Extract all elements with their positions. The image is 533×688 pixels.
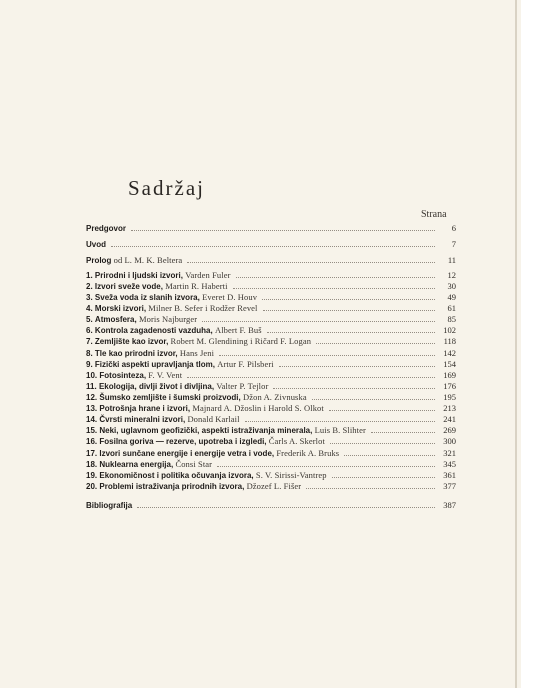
entry-page-number: 142 (443, 348, 456, 358)
entry-title: Problemi istraživanja prirodnih izvora, (99, 482, 245, 491)
entry-number: 12. (86, 393, 98, 402)
dot-leader (312, 391, 435, 400)
entry-title: Ekologija, divlji život i divljina, (98, 382, 215, 391)
toc-entry-bibliografija (86, 499, 456, 510)
toc-entry-10 (86, 369, 456, 380)
toc-entry-predgovor (86, 222, 456, 233)
entry-page-number: 85 (447, 314, 456, 324)
entry-page-number: 11 (447, 255, 456, 265)
entry-number: 9. (86, 360, 93, 369)
entry-author: Frederik A. Bruks (276, 448, 340, 458)
entry-title: Fotosinteza, (99, 371, 147, 380)
entry-number: 15. (86, 426, 98, 435)
entry-author: Džozef L. Fišer (246, 481, 302, 491)
entry-page-number: 213 (443, 403, 456, 413)
entry-author: Albert F. Buš (214, 325, 262, 335)
entry-page-number: 345 (443, 459, 456, 469)
entry-page-number: 30 (447, 281, 456, 291)
toc-entry-1 (86, 269, 456, 280)
entry-author: Milner B. Sefer i Rodžer Revel (148, 303, 258, 313)
entry-number: 13. (86, 404, 98, 413)
toc-entry-15 (86, 424, 456, 435)
toc-entry-7 (86, 335, 456, 346)
dot-leader (262, 291, 435, 300)
toc-entry-16 (86, 435, 456, 446)
dot-leader (316, 335, 435, 344)
entry-page-number: 300 (443, 436, 456, 446)
dot-leader (330, 435, 435, 444)
dot-leader (273, 380, 435, 389)
entry-page-number: 7 (451, 239, 456, 249)
entry-author: Valter P. Tejlor (216, 381, 269, 391)
entry-number: 19. (86, 471, 98, 480)
entry-page-number: 241 (443, 414, 456, 424)
toc-entry-13 (86, 402, 456, 413)
toc-entry-20 (86, 480, 456, 491)
entry-author: od L. M. K. Beltera (113, 255, 183, 265)
toc-entry-text (86, 500, 132, 511)
toc-entry-17 (86, 447, 456, 458)
entry-author: Donald Karlail (187, 414, 240, 424)
entry-page-number: 154 (443, 359, 456, 369)
dot-leader (306, 480, 435, 489)
toc-entry-text (86, 239, 106, 250)
entry-number: 7. (86, 337, 93, 346)
toc-entry-6 (86, 324, 456, 335)
dot-leader (111, 238, 435, 247)
toc-entry-text (86, 255, 182, 266)
entry-number: 1. (86, 271, 93, 280)
entry-title: Predgovor (86, 224, 127, 233)
toc-entry-12 (86, 391, 456, 402)
entry-author: Čarls A. Skerlot (268, 436, 325, 446)
entry-author: Hans Jeni (179, 348, 215, 358)
entry-author: S. V. Sirissi-Vantrep (255, 470, 327, 480)
entry-title: Bibliografija (86, 501, 133, 510)
entry-author: Džon A. Zivnuska (243, 392, 307, 402)
entry-author: Varden Fuler (185, 270, 231, 280)
toc-entry-3 (86, 291, 456, 302)
dot-leader (344, 447, 435, 456)
entry-title: Tle kao prirodni izvor, (94, 349, 178, 358)
toc-entry-5 (86, 313, 456, 324)
dot-leader (219, 347, 435, 356)
entry-page-number: 195 (443, 392, 456, 402)
toc-entry-2 (86, 280, 456, 291)
entry-author: Čonsi Star (175, 459, 213, 469)
entry-number: 11. (86, 382, 97, 391)
toc-entry-text (86, 436, 325, 447)
entry-number: 17. (86, 449, 98, 458)
page-title: Sadržaj (128, 176, 205, 200)
entry-title: Potrošnja hrane i izvori, (99, 404, 191, 413)
entry-title: Sveža voda iz slanih izvora, (94, 293, 200, 302)
entry-author: Everet D. Houv (202, 292, 258, 302)
entry-number: 8. (86, 349, 93, 358)
entry-number: 10. (86, 371, 98, 380)
dot-leader (131, 222, 435, 231)
dot-leader (217, 458, 435, 467)
entry-title: Čvrsti mineralni izvori, (99, 415, 186, 424)
entry-title: Morski izvori, (94, 304, 147, 313)
entry-title: Nuklearna energija, (99, 460, 174, 469)
toc-entry-text (86, 223, 126, 234)
toc-entry-9 (86, 358, 456, 369)
entry-page-number: 377 (443, 481, 456, 491)
entry-number: 6. (86, 326, 93, 335)
entry-number: 5. (86, 315, 93, 324)
entry-author: Luis B. Slihter (314, 425, 366, 435)
entry-page-number: 176 (443, 381, 456, 391)
entry-author: F. V. Vent (148, 370, 183, 380)
toc-entry-8 (86, 347, 456, 358)
toc-entry-text (86, 336, 311, 347)
dot-leader (236, 269, 435, 278)
entry-number: 2. (86, 282, 93, 291)
dot-leader (245, 413, 435, 422)
scan-margin (521, 0, 533, 688)
entry-title: Kontrola zagadenosti vazduha, (94, 326, 213, 335)
toc-entry-11 (86, 380, 456, 391)
entry-author: Martin R. Haberti (165, 281, 228, 291)
entry-author: Robert M. Glendining i Ričard F. Logan (170, 336, 312, 346)
entry-number: 4. (86, 304, 93, 313)
toc-entry-prolog (86, 254, 456, 265)
entry-title: Prolog (86, 256, 112, 265)
entry-author: Moris Najburger (138, 314, 198, 324)
dot-leader (332, 469, 435, 478)
dot-leader (202, 313, 435, 322)
dot-leader (267, 324, 435, 333)
entry-page-number: 321 (443, 448, 456, 458)
toc-entry-text (86, 481, 301, 492)
entry-page-number: 361 (443, 470, 456, 480)
entry-page-number: 6 (451, 223, 456, 233)
entry-page-number: 12 (447, 270, 456, 280)
entry-page-number: 387 (443, 500, 456, 510)
toc-entry-4 (86, 302, 456, 313)
entry-number: 16. (86, 437, 98, 446)
toc-entry-uvod (86, 238, 456, 249)
toc-entry-18 (86, 458, 456, 469)
dot-leader (371, 424, 435, 433)
entry-title: Fosilna goriva — rezerve, upotreba i izgledi, (99, 437, 267, 446)
entry-number: 20. (86, 482, 98, 491)
entry-page-number: 269 (443, 425, 456, 435)
dot-leader (233, 280, 435, 289)
toc-entry-14 (86, 413, 456, 424)
entry-number: 14. (86, 415, 98, 424)
dot-leader (137, 499, 435, 508)
entry-title: Šumsko zemljište i šumski proizvodi, (99, 393, 241, 402)
entry-title: Atmosfera, (94, 315, 137, 324)
entry-page-number: 169 (443, 370, 456, 380)
entry-title: Izvori sveže vode, (94, 282, 163, 291)
entry-title: Ekonomičnost i politika očuvanja izvora, (99, 471, 254, 480)
dot-leader (263, 302, 435, 311)
page-column-label: Strana (421, 209, 447, 220)
entry-page-number: 61 (447, 303, 456, 313)
dot-leader (329, 402, 435, 411)
entry-title: Izvori sunčane energije i energije vetra i vode, (99, 449, 275, 458)
entry-author: Majnard A. Džoslin i Harold S. Olkot (192, 403, 324, 413)
dot-leader (279, 358, 435, 367)
dot-leader (187, 254, 435, 263)
entry-number: 18. (86, 460, 98, 469)
entry-title: Fizički aspekti upravljanja tlom, (94, 360, 215, 369)
dot-leader (187, 369, 435, 378)
page-edge (515, 0, 517, 688)
entry-page-number: 49 (447, 292, 456, 302)
entry-page-number: 118 (443, 336, 456, 346)
entry-title: Prirodni i ljudski izvori, (94, 271, 183, 280)
entry-title: Neki, uglavnom geofizički, aspekti istraživanja minerala, (99, 426, 313, 435)
entry-title: Zemljište kao izvor, (94, 337, 169, 346)
entry-page-number: 102 (443, 325, 456, 335)
entry-title: Uvod (86, 240, 106, 249)
toc-entry-19 (86, 469, 456, 480)
entry-author: Artur F. Pilsberi (217, 359, 274, 369)
entry-number: 3. (86, 293, 93, 302)
